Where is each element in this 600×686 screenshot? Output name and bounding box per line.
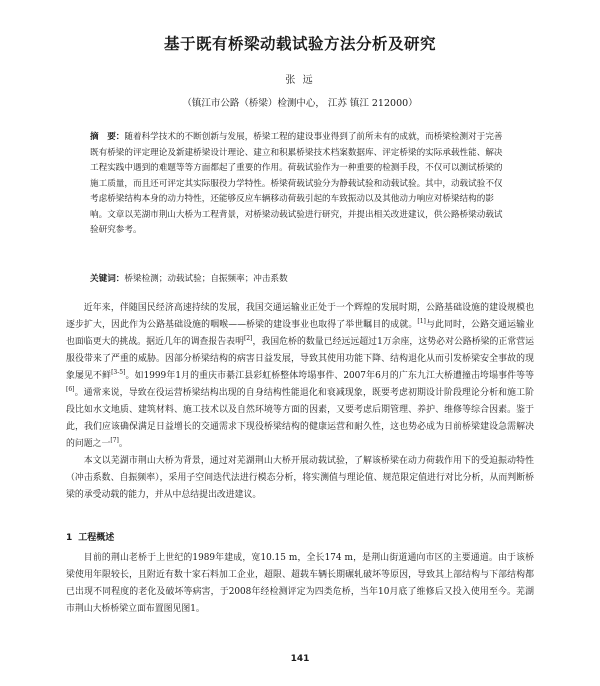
intro-body [66,300,534,504]
author-affiliation: （镇江市公路（桥梁）检测中心， 江苏 镇江 212000） [182,98,418,109]
abstract-text: 随着科学技术的不断创新与发展，桥梁工程的建设事业得到了前所未有的成就，而桥梁检测对于完善既有桥梁的评定理论及新建桥梁设计理论、建立和积累桥梁技术档案数据库、评定桥梁的实际承载性能、解决工程实践中遇到的难题等等方面都起了重要的作用。荷载试验作为一种重要的检测手段，不仅可以测试桥梁的施工质量，而且还可评定其实际服役力学特性。桥梁荷载试验分为静载试验和动载试验。其中，动载试验不仅考虑桥梁结构本身的动力特性，还能够反应车辆移动荷载引起的车致振动以及其他动力响应对桥梁结构的影响。文章以芜湖市荆山大桥为工程背景，对桥梁动载试验进行研究，并提出相关改进建议，供公路桥梁动载试验研究参考。 [90,132,503,235]
section-paragraph-1: 目前的荆山老桥于上世纪的1989年建成，宽10.15 m，全长174 m，是荆山街道通向市区的主要通道。由于该桥梁使用年限较长，且附近有数十家石料加工企业，超限、超载车辆长期碾轧破坏等原因，导致其上部结构与下部结构都已出现不同程度的老化及破坏等病害，于2008年经检测评定为四类危桥，当年10月底了维修后又投入使用至今。芜湖市荆山大桥桥梁立面布置图见图1。 [66,553,534,614]
intro-paragraph-1: 近年来，伴随国民经济高速持续的发展，我国交通运输业正处于一个辉煌的发展时期，公路基础设施的建设规模也逐步扩大，因此作为公路基础设施的咽喉——桥梁的建设事业也取得了举世瞩目的成就。[1]与此同时，公路交通运输业也面临更大的挑战。据近几年的调查报告表明[2]，我国危桥的数量已经远远超过1万余座，这势必对公路桥梁的正常营运服役带来了严重的威胁。因部分桥梁结构的病害日益发展，导致其使用功能下降、结构退化从而引发桥梁安全事故的现象屡见不鲜[3-5]。如1999年1月的重庆市綦江县彩虹桥整体垮塌事件、2007年6月的广东九江大桥遭撞击垮塌事件等等[6]。通常来说，导致在役运营桥梁结构出现的自身结构性能退化和衰减现象，既要考虑初期设计阶段理论分析和施工阶段比如水文地质、建筑材料、施工技术以及自然环境等方面的因素，又要考虑后期管理、养护、维修等综合因素。鉴于此，我们应该确保满足日益增长的交通需求下现役桥梁结构的健康运营和耐久性，这也势必成为日前桥梁建设急需解决的问题之一[7]。 [66,303,535,449]
citation: [6] [66,386,75,394]
abstract [90,130,510,239]
citation: [7] [110,437,119,445]
citation: [1] [417,318,426,326]
paper-title: 基于既有桥梁动载试验方法分析及研究 [163,35,436,53]
keywords-text: 桥梁检测；动载试验；自振频率；冲击系数 [124,274,288,284]
keywords-label: 关键词： [90,274,125,284]
citation: [2] [243,335,253,343]
intro-paragraph-2: 本文以芜湖市荆山大桥为背景，通过对芜湖荆山大桥开展动载试验，了解该桥梁在动力荷载作用下的受迫振动特性（冲击系数、自振频率），采用子空间迭代法进行模态分析，将实测值与理论值、规范限定值进行对比分析，从而判断桥梁的承受动载的能力，并从中总结提出改进建议。 [66,456,534,500]
section-number: 1 [66,533,73,543]
keywords [90,272,510,284]
author-name: 张 远 [285,75,315,86]
page-number: 141 [290,654,310,664]
abstract-label: 摘 要： [90,132,125,142]
citation: [3-5] [111,369,126,377]
section-heading [66,530,120,543]
section-title: 工程概述 [78,533,115,543]
section-body [66,550,534,618]
